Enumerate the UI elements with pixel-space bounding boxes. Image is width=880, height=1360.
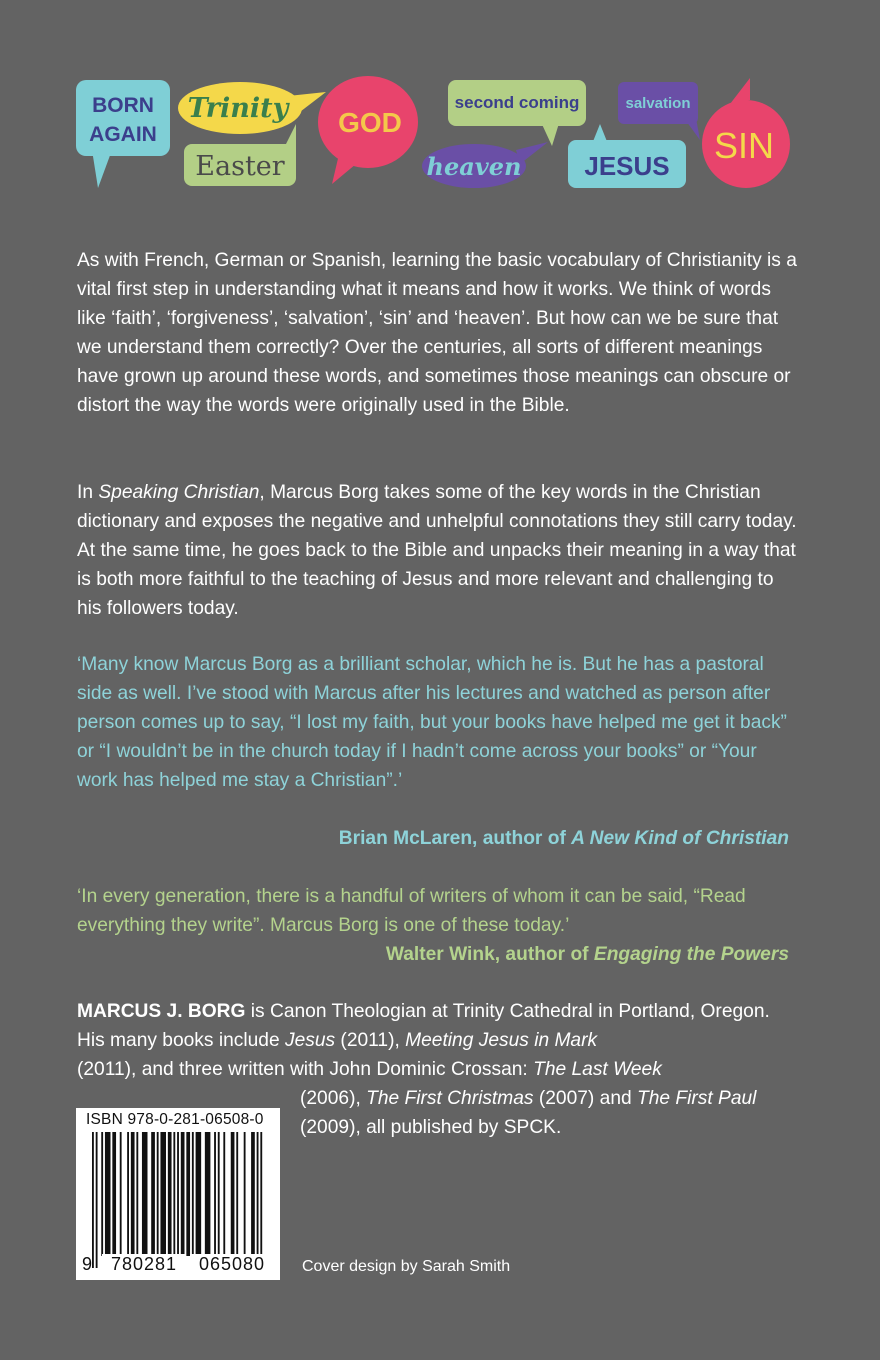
bio-text: (2011), and three written with John Dominic Crossan: bbox=[77, 1059, 534, 1080]
barcode-bar bbox=[157, 1132, 159, 1256]
author-bio-continued bbox=[300, 1084, 770, 1142]
bubble-second-coming bbox=[448, 80, 586, 146]
barcode-bar bbox=[223, 1132, 225, 1256]
barcode-bar bbox=[160, 1132, 166, 1256]
intro-p2-prefix: In bbox=[77, 482, 99, 503]
bubble-text-god: GOD bbox=[338, 107, 402, 138]
bubble-sin bbox=[702, 78, 790, 188]
endorsement-attribution-wink bbox=[386, 940, 789, 969]
endorsement-quote-mclaren: ‘Many know Marcus Borg as a brilliant scholar, which he is. But he has a pastoral side as well. I’ve stood with Marcus after his lectures and watched as person after person comes up to say, “I lost my faith, but your books have helped me get it back” or “I wouldn’t be in the church today if I hadn’t come across your books” or “Your work has helped me stay a Christian”.’ bbox=[77, 654, 787, 791]
endorsement-attribution-mclaren bbox=[339, 824, 789, 853]
barcode-bar bbox=[105, 1132, 111, 1256]
bio-text: is Canon Theologian at Trinity Cathedral in Portland, Oregon. His many books include bbox=[77, 1001, 770, 1051]
attribution-author: Walter Wink, author of bbox=[385, 944, 594, 965]
bubble-jesus bbox=[568, 124, 686, 188]
barcode-digit-first: 9 bbox=[82, 1254, 93, 1274]
barcode-bar bbox=[173, 1132, 175, 1256]
attribution-book: A New Kind of Christian bbox=[571, 828, 789, 849]
barcode-bar bbox=[142, 1132, 148, 1256]
bio-book: Jesus bbox=[284, 1030, 336, 1051]
barcode-bar bbox=[112, 1132, 116, 1256]
barcode-bar bbox=[151, 1132, 155, 1256]
barcode-bar bbox=[120, 1132, 122, 1256]
barcode-bar bbox=[96, 1132, 98, 1268]
author-name: MARCUS J. BORG bbox=[77, 1001, 246, 1022]
barcode-bar bbox=[168, 1132, 172, 1256]
barcode-bar bbox=[101, 1132, 103, 1256]
bubble-trinity bbox=[178, 82, 326, 134]
barcode-bar bbox=[231, 1132, 235, 1256]
word-bubbles-illustration bbox=[0, 0, 880, 210]
endorsement-quote-wink: ‘In every generation, there is a handful of writers of whom it can be said, “Read everything they write”. Marcus Borg is one of these today.’ bbox=[77, 886, 746, 936]
barcode-bar bbox=[218, 1132, 220, 1256]
intro-paragraph-1: As with French, German or Spanish, learning the basic vocabulary of Christianity is a vital first step in understanding what it means and how it works. We think of words like ‘faith’, ‘forgiveness’, ‘salvation’, ‘sin’ and ‘heaven’. But how can we be sure that we understand them correctly? Over the centuries, all sorts of different meanings have grown up around these words, and sometimes those meanings can obscure or distort the way the words were originally used in the Bible. bbox=[77, 250, 797, 416]
bubble-heaven bbox=[422, 142, 548, 188]
attribution-author: Brian McLaren, author of bbox=[338, 828, 572, 849]
attribution-book: Engaging the Powers bbox=[593, 944, 789, 965]
bubble-text-jesus: JESUS bbox=[584, 151, 670, 181]
barcode-bar bbox=[251, 1132, 255, 1256]
bio-book: The First Paul bbox=[637, 1088, 757, 1109]
intro-paragraph-2 bbox=[77, 478, 797, 623]
bubble-text-again: AGAIN bbox=[89, 123, 157, 146]
bio-text: (2006), bbox=[300, 1088, 367, 1109]
bio-text: (2009), all published by SPCK. bbox=[300, 1117, 562, 1138]
barcode-bar bbox=[131, 1132, 135, 1256]
barcode-digits-left: 780281 bbox=[102, 1254, 186, 1275]
bubble-born-again bbox=[76, 80, 170, 188]
barcode-bar bbox=[127, 1132, 129, 1256]
bio-book: The Last Week bbox=[533, 1059, 662, 1080]
barcode-bar bbox=[236, 1132, 238, 1256]
intro-p2-rest: , Marcus Borg takes some of the key words in the Christian dictionary and exposes the negative and unhelpful connotations they still carry today. At the same time, he goes back to the Bible and unpacks their meaning in a way that is both more faithful to the teaching of Jesus and more relevant and challenging to his followers today. bbox=[77, 482, 797, 619]
barcode-bar bbox=[186, 1132, 190, 1256]
barcode-bar bbox=[260, 1132, 262, 1268]
bubble-text-heaven: heaven bbox=[426, 152, 522, 181]
barcode-bar bbox=[196, 1132, 202, 1256]
bubble-text-easter: Easter bbox=[195, 151, 285, 182]
barcode-bar bbox=[192, 1132, 194, 1256]
barcode-bar bbox=[136, 1132, 138, 1256]
bubble-text-salvation: salvation bbox=[625, 95, 691, 112]
barcode-digits bbox=[76, 1254, 280, 1278]
bio-text: (2011), bbox=[335, 1030, 406, 1051]
barcode-digits-right: 065080 bbox=[190, 1254, 274, 1275]
author-bio bbox=[77, 997, 797, 1084]
book-title-speaking-christian: Speaking Christian bbox=[98, 482, 260, 503]
barcode-bar bbox=[244, 1132, 246, 1256]
bubble-salvation bbox=[618, 82, 700, 140]
bubble-text-trinity: Trinity bbox=[187, 93, 289, 124]
bubble-text-born: BORN bbox=[92, 94, 154, 117]
bubble-text-second-coming: second coming bbox=[454, 93, 580, 112]
bio-book: The First Christmas bbox=[366, 1088, 534, 1109]
bubble-text-sin: SIN bbox=[713, 125, 775, 166]
cover-design-credit: Cover design by Sarah Smith bbox=[302, 1258, 511, 1275]
barcode-bar bbox=[181, 1132, 185, 1268]
barcode-bar bbox=[214, 1132, 216, 1256]
bio-book: Meeting Jesus in Mark bbox=[405, 1030, 598, 1051]
isbn-barcode bbox=[76, 1108, 280, 1280]
barcode-bar bbox=[177, 1132, 179, 1268]
barcode-bar bbox=[92, 1132, 94, 1268]
barcode-bar bbox=[257, 1132, 259, 1268]
bio-text: (2007) and bbox=[533, 1088, 638, 1109]
bubble-god bbox=[318, 76, 418, 184]
isbn-label: ISBN 978-0-281-06508-0 bbox=[86, 1111, 264, 1128]
barcode-bar bbox=[205, 1132, 211, 1256]
